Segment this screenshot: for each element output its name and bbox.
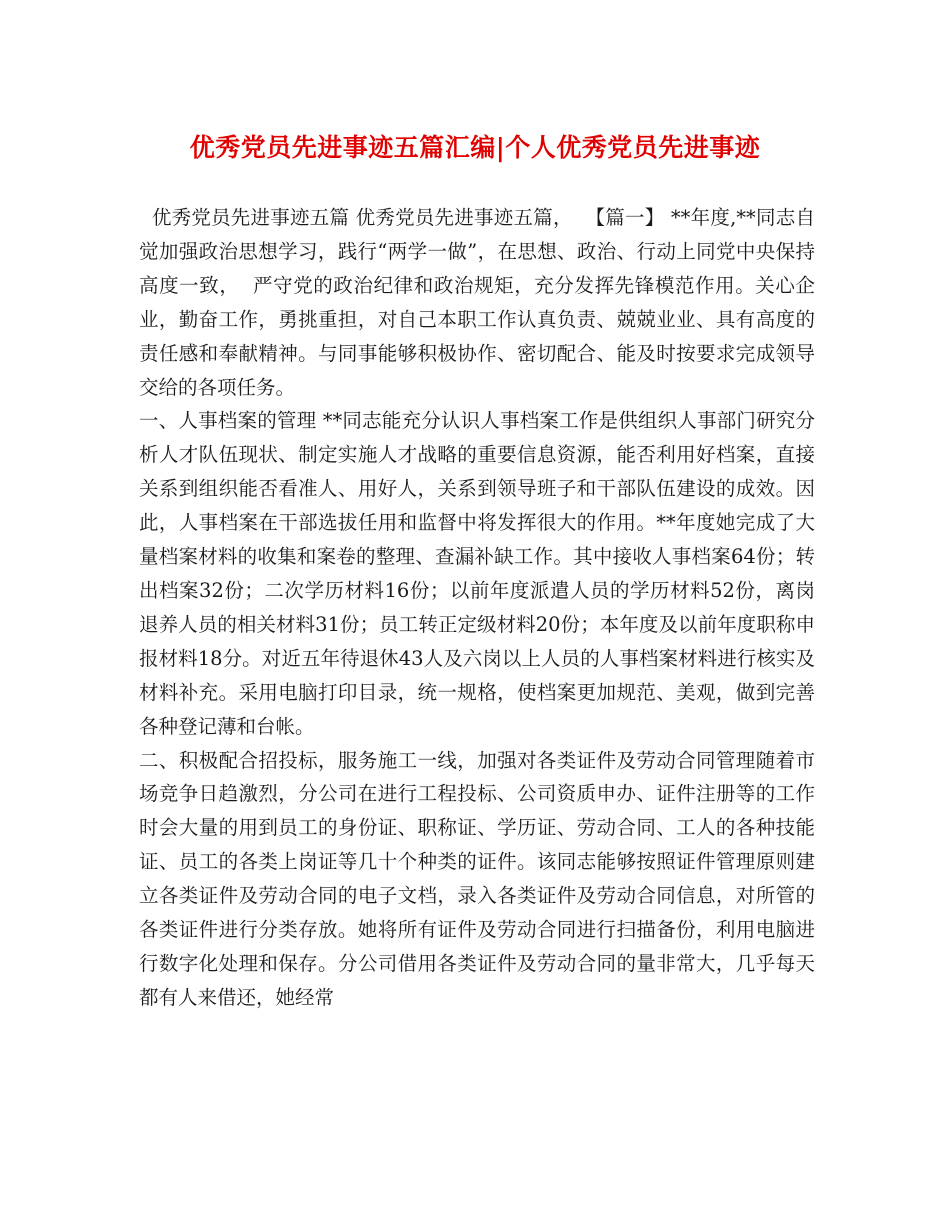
- paragraph-intro: 优秀党员先进事迹五篇 优秀党员先进事迹五篇， 【篇一】 **年度,**同志自觉加强政治思想学习，践行“两学一做”，在思想、政治、行动上同党中央保持高度一致， 严守党的政治纪律和政治规矩，充分发挥先锋模范作用。关心企业，勤奋工作，勇挑重担，对自己本职工作认真负责、兢兢业业、具有高度的责任感和奉献精神。与同事能够积极协作、密切配合、能及时按要求完成领导交给的各项任务。: [139, 206, 815, 399]
- paragraph-section-2: 二、积极配合招投标，服务施工一线，加强对各类证件及劳动合同管理随着市场竞争日趋激烈，分公司在进行工程投标、公司资质申办、证件注册等的工作时会大量的用到员工的身份证、职称证、学历证、劳动合同、工人的各种技能证、员工的各类上岗证等几十个种类的证件。该同志能够按照证件管理原则建立各类证件及劳动合同的电子文档，录入各类证件及劳动合同信息，对所管的各类证件进行分类存放。她将所有证件及劳动合同进行扫描备份，利用电脑进行数字化处理和保存。分公司借用各类证件及劳动合同的量非常大，几乎每天都有人来借还，她经常: [139, 748, 815, 1009]
- paragraph-section-1: 一、人事档案的管理 **同志能充分认识人事档案工作是供组织人事部门研究分析人才队伍现状、制定实施人才战略的重要信息资源，能否利用好档案，直接关系到组织能否看准人、用好人，关系到领导班子和干部队伍建设的成效。因此，人事档案在干部选拔任用和监督中将发挥很大的作用。**年度她完成了大量档案材料的收集和案卷的整理、查漏补缺工作。其中接收人事档案64份；转出档案32份；二次学历材料16份；以前年度派遣人员的学历材料52份，离岗退养人员的相关材料31份；员工转正定级材料20份；本年度及以前年度职称申报材料18分。对近五年待退休43人及六岗以上人员的人事档案材料进行核实及材料补充。采用电脑打印目录，统一规格，使档案更加规范、美观，做到完善各种登记薄和台帐。: [139, 409, 815, 738]
- document-body: [139, 201, 815, 1015]
- document-title: 优秀党员先进事迹五篇汇编|个人优秀党员先进事迹: [189, 133, 761, 162]
